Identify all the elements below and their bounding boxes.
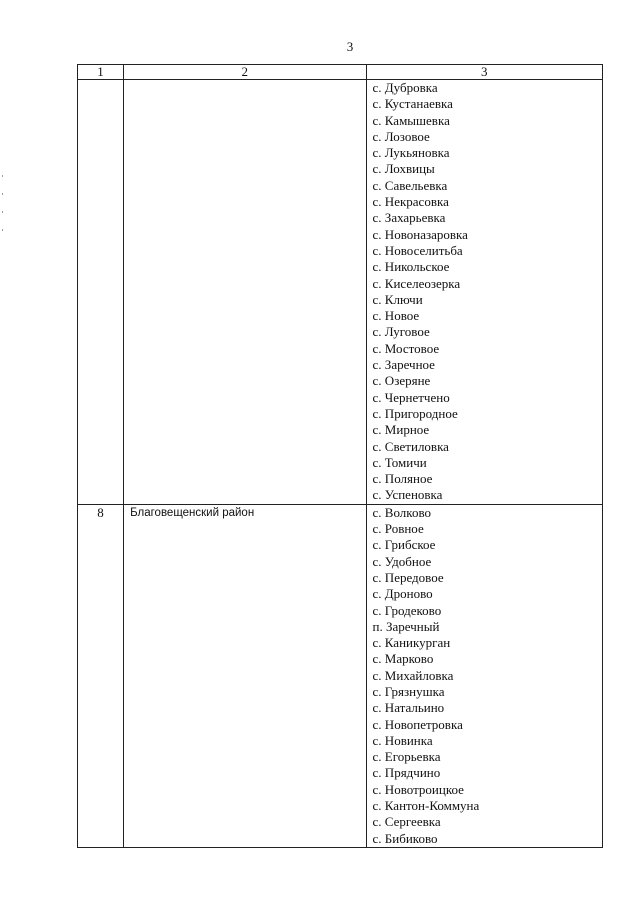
settlements-table <box>77 64 603 848</box>
village-item: с. Прядчино <box>372 765 441 781</box>
village-item: с. Новоселитьба <box>372 242 463 258</box>
village-item: с. Сергеевка <box>372 814 441 830</box>
village-item: с. Лозовое <box>372 128 430 144</box>
header-col-2: 2 <box>124 65 366 80</box>
village-item: с. Кустанаевка <box>372 96 453 112</box>
village-item: с. Озеряне <box>372 373 431 389</box>
village-item: с. Камышевка <box>372 112 450 128</box>
village-item: с. Каникурган <box>372 635 451 651</box>
village-item: с. Новое <box>372 308 420 324</box>
village-item: с. Кантон-Коммуна <box>372 798 480 814</box>
village-item: с. Пригородное <box>372 405 458 421</box>
row-number-cell: 8 <box>78 504 124 847</box>
village-item: с. Удобное <box>372 553 432 569</box>
village-item: с. Новопетровка <box>372 716 463 732</box>
village-item: с. Новинка <box>372 732 433 748</box>
village-item: с. Новоназаровка <box>372 226 468 242</box>
village-item: с. Лохвицы <box>372 161 435 177</box>
header-col-1: 1 <box>78 65 124 80</box>
village-item: с. Новотроицкое <box>372 781 464 797</box>
village-item: с. Киселеозерка <box>372 275 461 291</box>
scan-margin-marks <box>2 175 4 245</box>
village-item: с. Натальино <box>372 700 445 716</box>
village-item: с. Дроново <box>372 586 433 602</box>
village-item: с. Гродеково <box>372 602 442 618</box>
district-cell <box>124 80 366 505</box>
village-item: с. Ровное <box>372 521 424 537</box>
village-item: с. Поляное <box>372 471 433 487</box>
village-list <box>373 80 602 504</box>
village-item: с. Захарьевка <box>372 210 446 226</box>
village-item: с. Заречное <box>372 357 435 373</box>
villages-cell <box>366 80 602 505</box>
village-item: с. Чернетчено <box>372 389 450 405</box>
village-item: с. Волково <box>372 504 431 520</box>
row-number-cell <box>78 80 124 505</box>
village-list <box>373 505 602 847</box>
village-item: с. Михайловка <box>372 667 454 683</box>
village-item: с. Грибское <box>372 537 436 553</box>
village-item: с. Грязнушка <box>372 683 445 699</box>
village-item: с. Лукьяновка <box>372 145 450 161</box>
page-number: 3 <box>346 39 354 54</box>
village-item: с. Некрасовка <box>372 194 449 210</box>
village-item: с. Никольское <box>372 259 450 275</box>
village-item: с. Ключи <box>372 291 423 307</box>
table-row <box>78 80 603 505</box>
villages-cell <box>366 504 602 847</box>
village-item: с. Светиловка <box>372 438 449 454</box>
village-item: п. Заречный <box>372 618 440 634</box>
village-item: с. Савельевка <box>372 177 448 193</box>
village-item: с. Дубровка <box>372 80 438 95</box>
district-cell: Благовещенский район <box>124 504 366 847</box>
village-item: с. Успеновка <box>372 487 443 503</box>
village-item: с. Мостовое <box>372 340 440 356</box>
table-header-row <box>78 65 603 80</box>
village-item: с. Егорьевка <box>372 749 441 765</box>
village-item: с. Луговое <box>372 324 430 340</box>
village-item: с. Марково <box>372 651 434 667</box>
village-item: с. Передовое <box>372 569 444 585</box>
village-item: с. Бибиково <box>372 830 438 846</box>
village-item: с. Томичи <box>372 454 427 470</box>
header-col-3: 3 <box>366 65 602 80</box>
table-row <box>78 504 603 847</box>
village-item: с. Мирное <box>372 422 430 438</box>
